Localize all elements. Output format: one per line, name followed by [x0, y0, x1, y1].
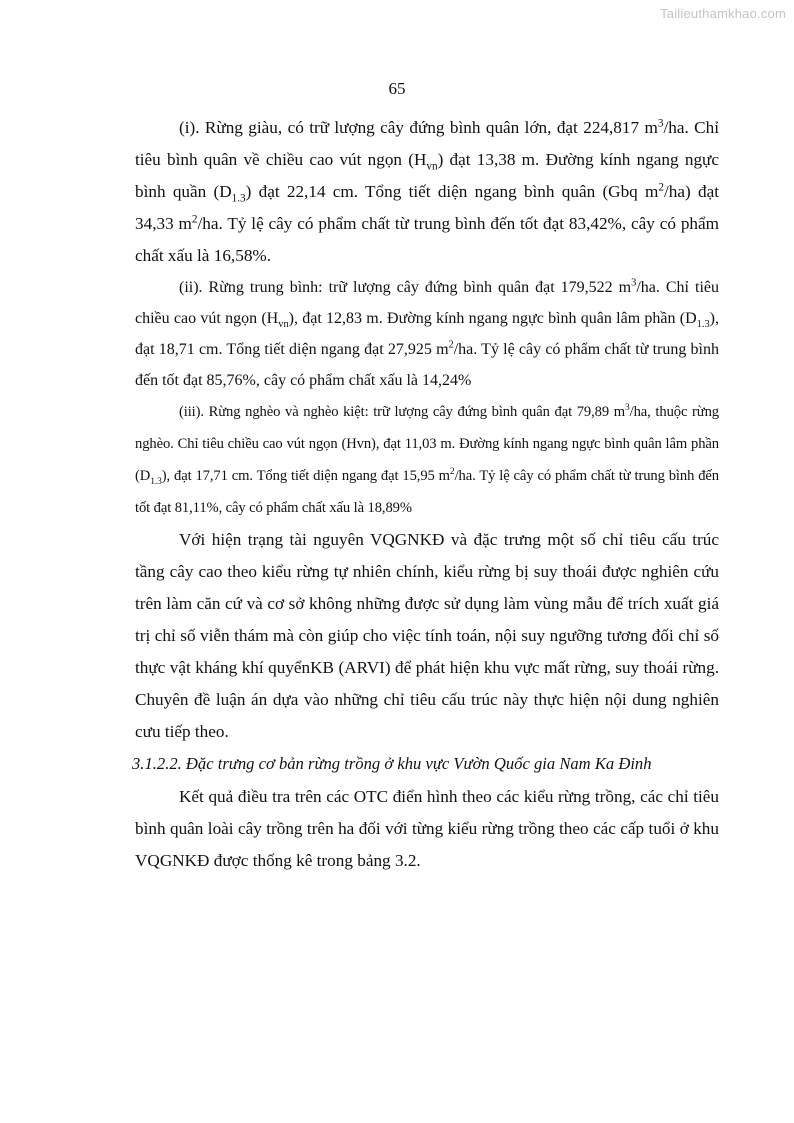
subscript: 1.3: [696, 319, 710, 331]
text: ), đạt 17,71 cm. Tổng tiết diện ngang đạt 15,95 m: [161, 468, 450, 484]
superscript: 2: [658, 181, 664, 194]
page-number: 65: [388, 79, 406, 98]
subscript: vn: [278, 319, 289, 331]
watermark: Tailieuthamkhao.com: [660, 6, 786, 21]
text: ), đạt 12,83 m. Đường kính ngang ngực bình quân lâm phần (D: [288, 310, 697, 327]
text: /ha. Chỉ tiêu bình quân về chiều cao vút ngọn (H: [135, 118, 719, 169]
superscript: 2: [191, 213, 198, 226]
text: ) đạt 22,14 cm. Tổng tiết diện ngang bình quân (Gbq m: [245, 182, 659, 201]
text: ), đạt 18,71 cm. Tổng tiết diện ngang đạt 27,925 m: [135, 310, 719, 358]
text: /ha. Chỉ tiêu chiều cao vút ngọn (H: [135, 279, 720, 327]
paragraph-rich-forest: [135, 112, 719, 272]
text: (i). Rừng giàu, có trữ lượng cây đứng bình quân lớn, đạt 224,817 m: [179, 118, 658, 137]
superscript: 3: [657, 117, 664, 130]
text: /ha. Tỷ lệ cây có phẩm chất từ trung bình đến tốt đạt 83,42%, cây có phẩm chất xấu là 16,58%.: [135, 214, 720, 265]
superscript: 2: [448, 339, 454, 351]
text: /ha. Tỷ lệ cây có phẩm chất từ trung bình đến tốt đạt 85,76%, cây có phẩm chất xấu là 14,24%: [135, 341, 719, 389]
paragraph-poor-forest: [135, 396, 719, 524]
subscript: 1.3: [231, 192, 246, 205]
superscript: 3: [625, 403, 630, 414]
subscript: 1.3: [150, 476, 162, 487]
text: ) đạt 13,38 m. Đường kính ngang ngực bình quần (D: [135, 150, 719, 201]
text: /ha, thuộc rừng nghèo. Chỉ tiêu chiều cao vút ngọn (Hvn), đạt 11,03 m. Đường kính ngang ngực bình quân lâm phần (D: [135, 404, 719, 484]
section-heading: 3.1.2.2. Đặc trưng cơ bản rừng trồng ở khu vực Vườn Quốc gia Nam Ka Đinh: [132, 754, 652, 773]
paragraph-plantation-result: Kết quả điều tra trên các OTC điển hình theo các kiểu rừng trồng, các chỉ tiêu bình quân loài cây trồng trên ha đối với từng kiểu rừng trồng theo các cấp tuổi ở khu VQGNKĐ được thống kê trong bảng 3.2.: [135, 787, 719, 870]
text: /ha. Tỷ lệ cây có phẩm chất từ trung bình đến tốt đạt 81,11%, cây có phẩm chất xấu là 18,89%: [135, 468, 719, 516]
paragraph-summary: Với hiện trạng tài nguyên VQGNKĐ và đặc trưng một số chỉ tiêu cấu trúc tầng cây cao theo kiểu rừng tự nhiên chính, kiểu rừng bị suy thoái được nghiên cứu trên làm căn cứ và cơ sở không những được sử dụng làm vùng mẫu để trích xuất giá trị chỉ số viễn thám mà còn giúp cho việc tính toán, nội suy ngưỡng tương đối chỉ số thực vật kháng khí quyểnKB (ARVI) để phát hiện khu vực mất rừng, suy thoái rừng. Chuyên đề luận án dựa vào những chỉ tiêu cấu trúc này thực hiện nội dung nghiên cưu tiếp theo.: [135, 530, 719, 741]
paragraph-medium-forest: [135, 272, 719, 396]
superscript: 2: [449, 467, 455, 478]
text: (ii). Rừng trung bình: trữ lượng cây đứng bình quân đạt 179,522 m: [179, 279, 632, 296]
superscript: 3: [631, 277, 637, 289]
subscript: vn: [426, 160, 438, 173]
text: (iii). Rừng nghèo và nghèo kiệt: trữ lượng cây đứng bình quân đạt 79,89 m: [179, 404, 625, 420]
document-body: [132, 112, 720, 877]
text: /ha) đạt 34,33 m: [135, 182, 719, 233]
